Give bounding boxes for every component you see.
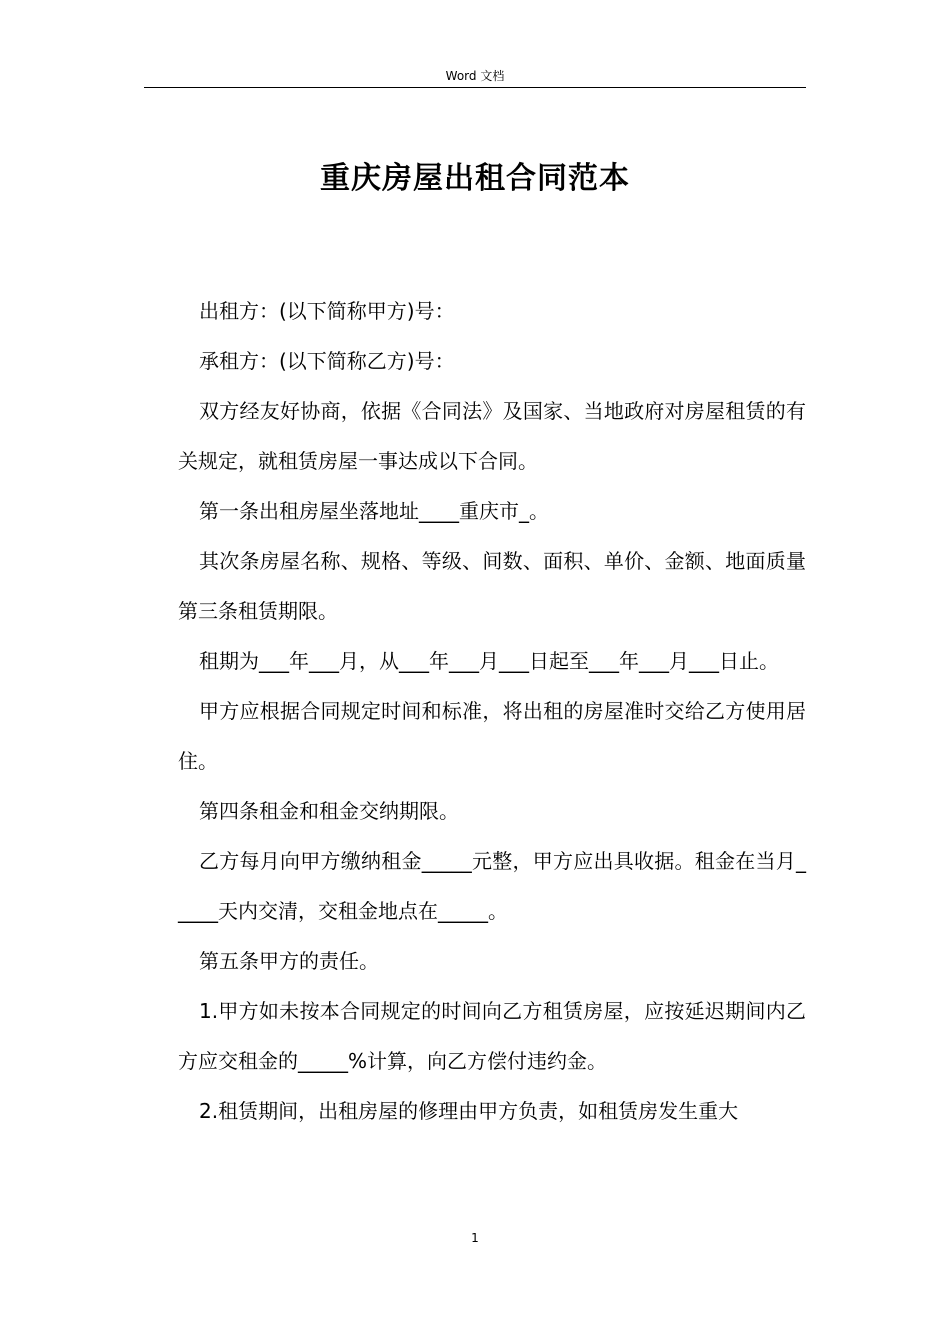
document-body bbox=[178, 286, 806, 1136]
paragraph-article-4: 第四条租金和租金交纳期限。 bbox=[199, 799, 459, 823]
paragraph-lessee: 承租方：(以下简称乙方)号： bbox=[199, 349, 455, 373]
paragraph-article-5: 第五条甲方的责任。 bbox=[199, 949, 379, 973]
paragraph-rent-payment: 乙方每月向甲方缴纳租金_____元整，甲方应出具收据。租金在当月_____天内交清，交租金地点在_____。 bbox=[178, 849, 806, 923]
document-title: 重庆房屋出租合同范本 bbox=[320, 161, 630, 196]
paragraph-preamble: 双方经友好协商，依据《合同法》及国家、当地政府对房屋租赁的有关规定，就租赁房屋一事达成以下合同。 bbox=[178, 399, 806, 473]
paragraph-clause-1: 1.甲方如未按本合同规定的时间向乙方租赁房屋，应按延迟期间内乙方应交租金的_____%计算，向乙方偿付违约金。 bbox=[178, 999, 806, 1073]
paragraph-delivery: 甲方应根据合同规定时间和标准，将出租的房屋准时交给乙方使用居住。 bbox=[178, 699, 806, 773]
paragraph-article-2: 其次条房屋名称、规格、等级、间数、面积、单价、金额、地面质量第三条租赁期限。 bbox=[178, 549, 806, 623]
page-header: Word 文档 bbox=[445, 69, 505, 83]
paragraph-clause-2: 2.租赁期间，出租房屋的修理由甲方负责，如租赁房发生重大 bbox=[199, 1099, 739, 1123]
paragraph-lessor: 出租方：(以下简称甲方)号： bbox=[199, 299, 455, 323]
paragraph-article-1: 第一条出租房屋坐落地址____重庆市_。 bbox=[199, 499, 549, 523]
paragraph-lease-term: 租期为___年___月，从___年___月___日起至___年___月___日止。 bbox=[199, 649, 779, 673]
page-number: 1 bbox=[471, 1231, 479, 1245]
header-divider bbox=[144, 87, 806, 88]
